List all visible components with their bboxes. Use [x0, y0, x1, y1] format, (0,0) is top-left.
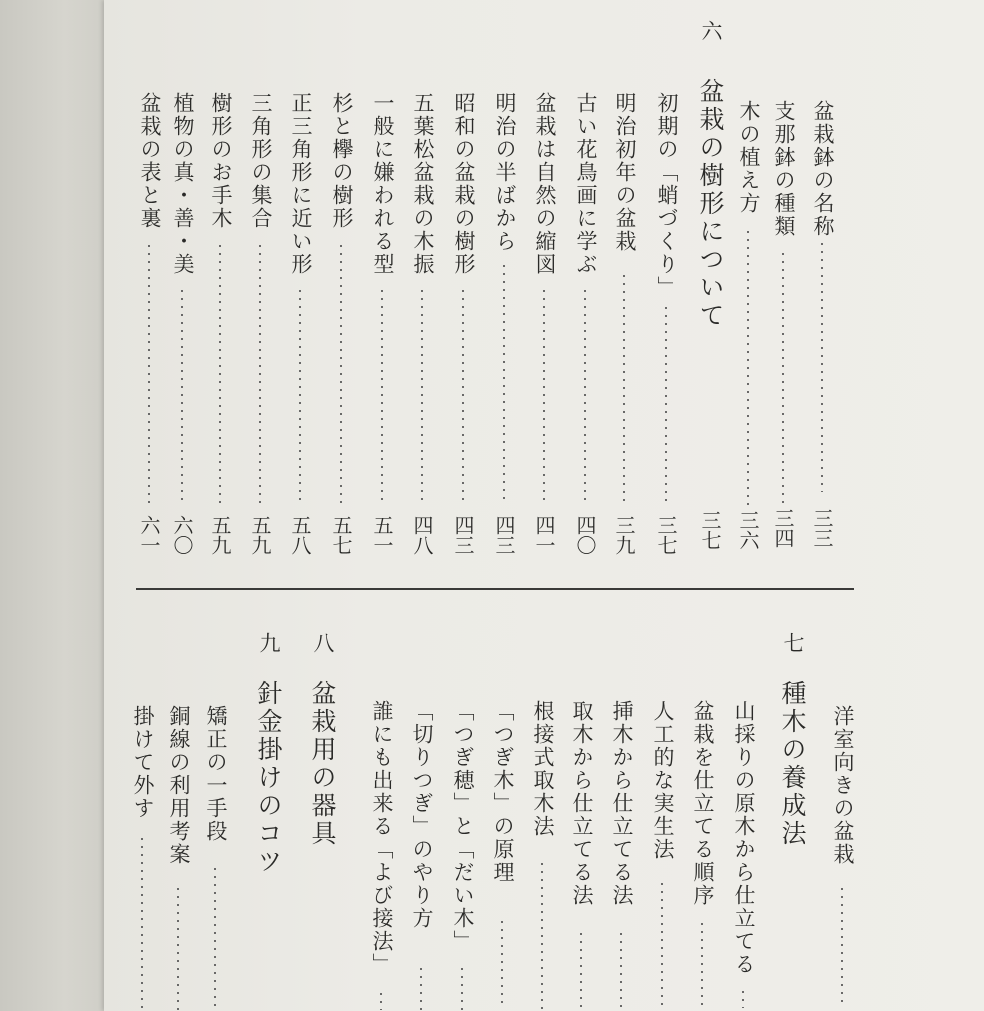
- page-number: 五七: [329, 515, 353, 555]
- leader-dots: [181, 287, 183, 502]
- toc-entry: 初期の「蛸づくり」: [656, 92, 677, 532]
- chapter-title: 盆栽の樹形について: [696, 78, 725, 330]
- chapter-number: 七: [781, 632, 805, 655]
- toc-entry: 挿木から仕立てる法: [611, 700, 632, 1011]
- page-number: 三七: [654, 515, 678, 555]
- toc-entry: 杉と欅の樹形: [331, 92, 352, 532]
- leader-dots: [380, 990, 382, 1010]
- leader-dots: [461, 965, 463, 1010]
- chapter-title: 盆栽用の器具: [308, 680, 337, 848]
- page-number: 四八: [410, 515, 434, 555]
- toc-entry: 昭和の盆栽の樹形: [453, 92, 474, 532]
- leader-dots: [620, 930, 622, 1010]
- toc-entry: 「切りつぎ」のやり方: [411, 700, 432, 1011]
- page-number: 四三: [451, 515, 475, 555]
- leader-dots: [742, 988, 744, 1008]
- toc-entry: 銅線の利用考案: [168, 705, 189, 1011]
- page-number: 六一: [137, 515, 161, 555]
- toc-entry: 木の植え方: [738, 100, 759, 540]
- leader-dots: [299, 287, 301, 502]
- toc-entry: 明治初年の盆栽: [614, 92, 635, 532]
- leader-dots: [141, 835, 143, 1010]
- leader-dots: [623, 272, 625, 504]
- leader-dots: [841, 885, 843, 1005]
- toc-entry: 盆栽は自然の縮図: [534, 92, 555, 532]
- leader-dots: [421, 287, 423, 502]
- leader-dots: [782, 250, 784, 505]
- page-number: 五一: [370, 515, 394, 555]
- page-number: 三三: [810, 508, 834, 548]
- chapter-title: 針金掛けのコツ: [254, 680, 283, 876]
- page-number: 六〇: [170, 515, 194, 555]
- leader-dots: [501, 918, 503, 1008]
- toc-entry: 洋室向きの盆栽: [832, 705, 853, 1011]
- leader-dots: [462, 287, 464, 502]
- toc-entry: 正三角形に近い形: [290, 92, 311, 532]
- leader-dots: [701, 920, 703, 1010]
- toc-entry: 一般に嫌われる型: [372, 92, 393, 532]
- toc-entry: 誰にも出来る「よび接法」: [371, 700, 392, 1011]
- leader-dots: [420, 965, 422, 1010]
- leader-dots: [543, 287, 545, 502]
- page-number: 三七: [698, 510, 722, 550]
- leader-dots: [340, 242, 342, 504]
- page-number: 四〇: [573, 515, 597, 555]
- page-number: 三六: [736, 510, 760, 550]
- toc-entry: 人工的な実生法: [652, 700, 673, 1011]
- page-number: 四三: [492, 515, 516, 555]
- page-number: 四一: [532, 515, 556, 555]
- leader-dots: [214, 865, 216, 1010]
- page-number: 三四: [771, 508, 795, 548]
- toc-entry: 盆栽の表と裏: [139, 92, 160, 532]
- section-divider: [136, 588, 854, 590]
- leader-dots: [148, 242, 150, 504]
- toc-entry: 「つぎ木」の原理: [492, 700, 513, 1011]
- leader-dots: [665, 304, 667, 506]
- chapter-number: 六: [699, 20, 723, 43]
- leader-dots: [177, 885, 179, 1010]
- left-page-edge: [0, 0, 108, 1011]
- page-number: 五九: [208, 515, 232, 555]
- chapter-number: 九: [257, 632, 281, 655]
- toc-entry: 明治の半ばから: [494, 92, 515, 532]
- leader-dots: [219, 242, 221, 504]
- toc-entry: 矯正の一手段: [205, 705, 226, 1011]
- page-number: 五九: [248, 515, 272, 555]
- leader-dots: [747, 228, 749, 510]
- page-number: 三九: [612, 515, 636, 555]
- chapter-title: 種木の養成法: [778, 680, 807, 848]
- toc-entry: 盆栽を仕立てる順序: [692, 700, 713, 1011]
- toc-entry: 支那鉢の種類: [773, 100, 794, 540]
- leader-dots: [584, 287, 586, 503]
- leader-dots: [661, 880, 663, 1010]
- toc-entry: 植物の真・善・美: [172, 92, 193, 532]
- page-number: 五八: [288, 515, 312, 555]
- toc-entry: 三角形の集合: [250, 92, 271, 532]
- leader-dots: [821, 240, 823, 492]
- leader-dots: [580, 930, 582, 1010]
- toc-entry: 根接式取木法: [532, 700, 553, 1011]
- chapter-number: 八: [311, 632, 335, 655]
- entry-title: 盆栽鉢の名称: [811, 100, 835, 238]
- leader-dots: [259, 242, 261, 504]
- leader-dots: [381, 287, 383, 502]
- toc-entry: 「つぎ穂」と「だい木」: [452, 700, 473, 1011]
- leader-dots: [503, 262, 505, 504]
- toc-entry: 五葉松盆栽の木振: [412, 92, 433, 532]
- toc-entry: 掛けて外す: [132, 705, 153, 1011]
- toc-entry: 樹形のお手木: [210, 92, 231, 532]
- leader-dots: [541, 860, 543, 1010]
- toc-entry: [812, 100, 833, 540]
- toc-entry: 山採りの原木から仕立てる: [733, 700, 754, 1011]
- toc-entry: 古い花鳥画に学ぶ: [575, 92, 596, 532]
- toc-entry: 取木から仕立てる法: [571, 700, 592, 1011]
